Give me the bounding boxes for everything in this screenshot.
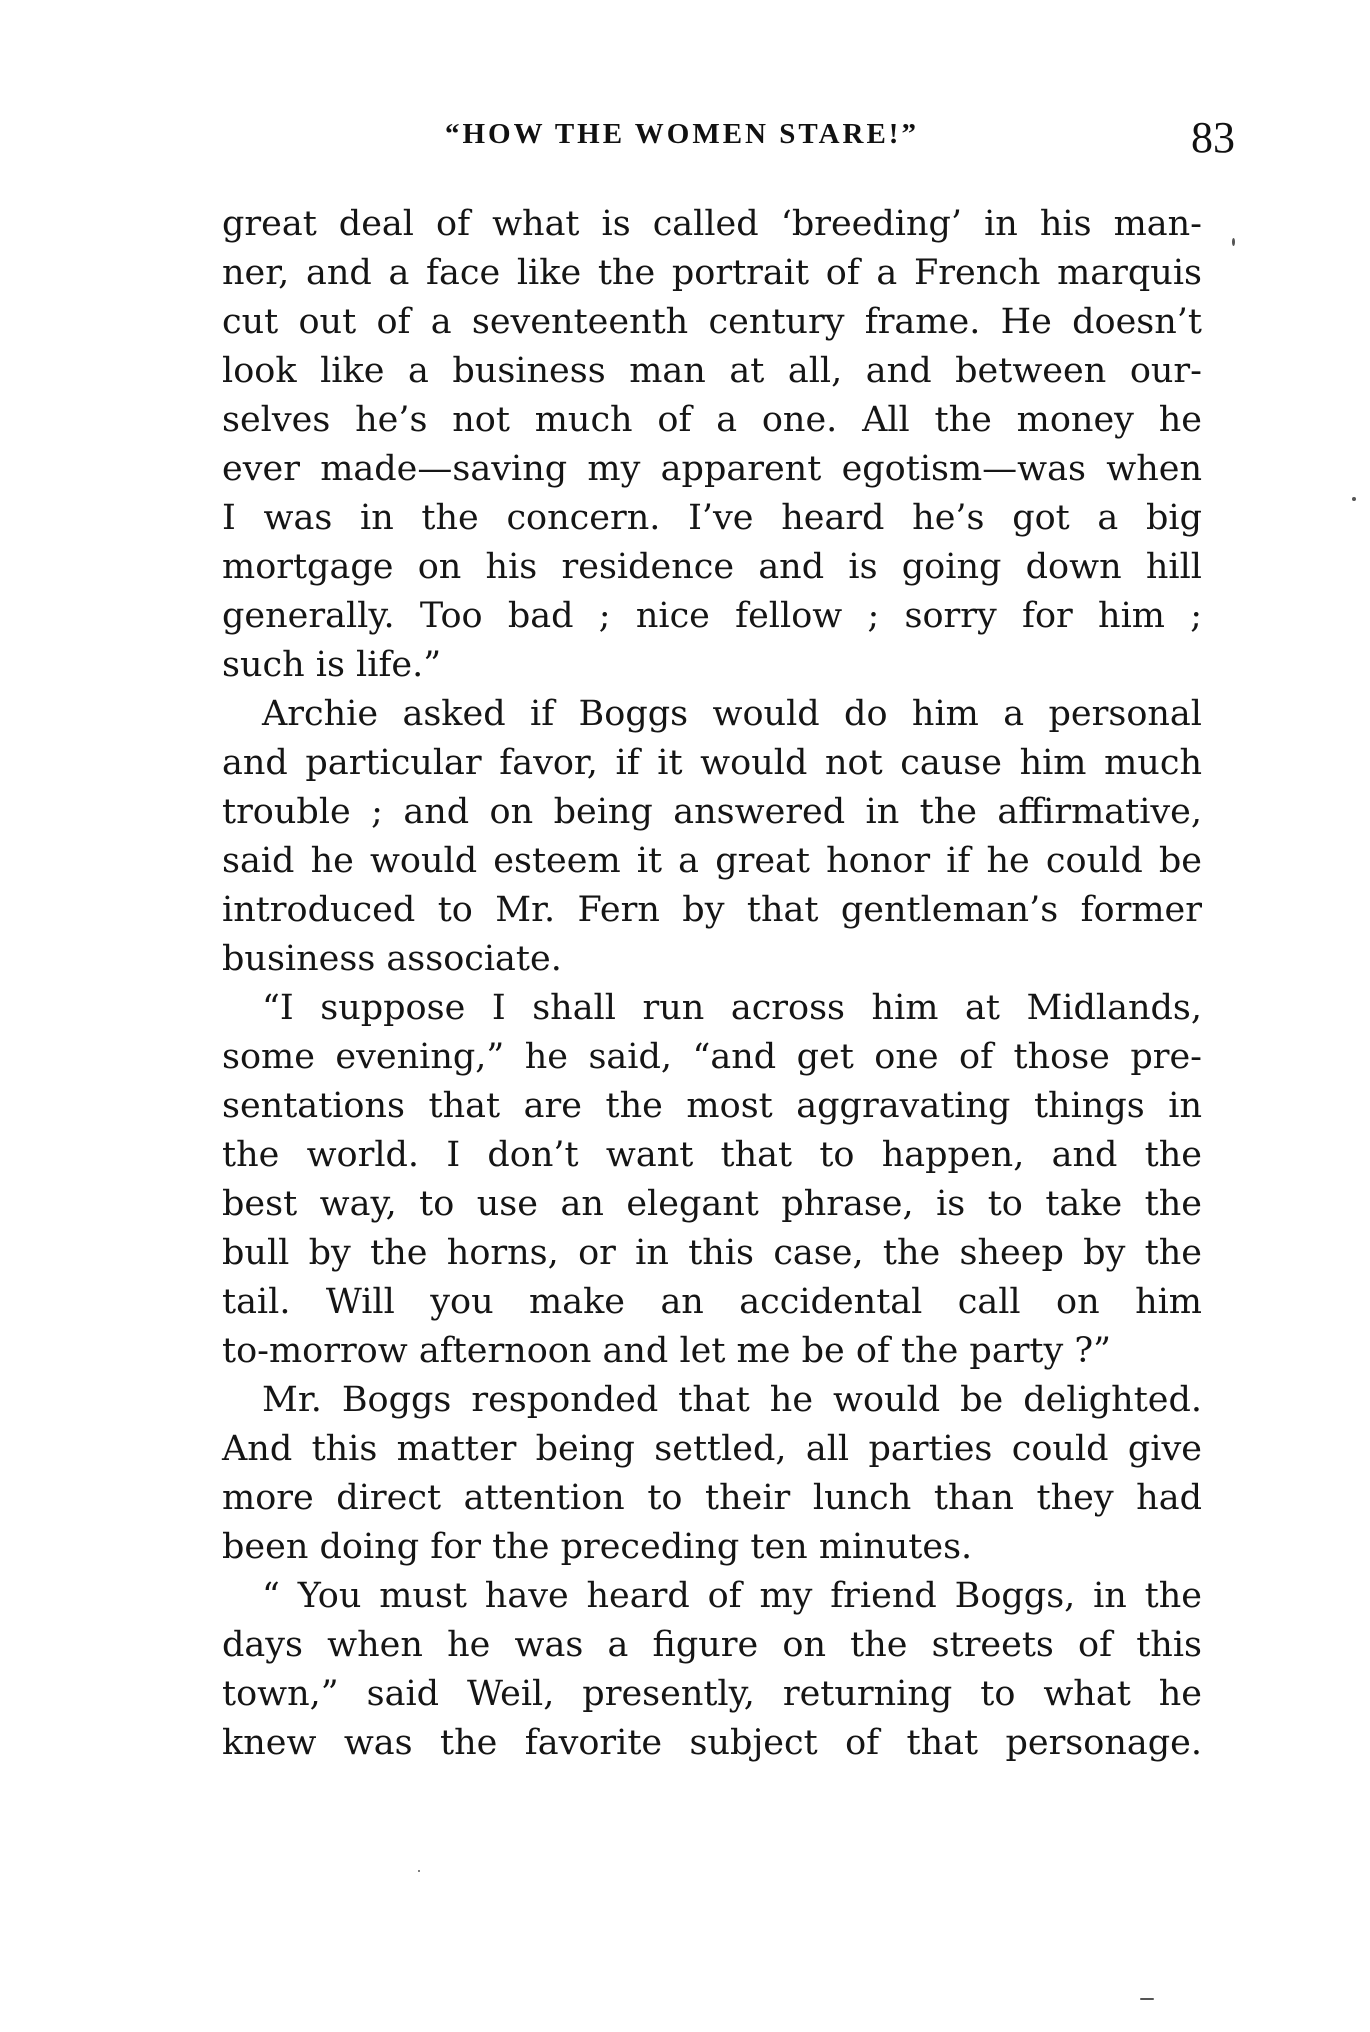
text-line: selves he’s not much of a one. All the money he	[222, 400, 1202, 440]
text-line: days when he was a figure on the streets of this	[222, 1625, 1202, 1665]
page-number: 83	[1191, 113, 1235, 162]
text-line: knew was the favorite subject of that personage.	[222, 1723, 1202, 1763]
text-line: I was in the concern. I’ve heard he’s got a big	[222, 498, 1202, 538]
text-line: And this matter being settled, all parties could give	[222, 1429, 1202, 1469]
running-head	[445, 112, 1235, 162]
text-line: tail. Will you make an accidental call on him	[222, 1282, 1202, 1322]
text-line: Mr. Boggs responded that he would be delighted.	[262, 1380, 1202, 1420]
text-line: said he would esteem it a great honor if he could be	[222, 841, 1202, 881]
text-line: “I suppose I shall run across him at Midlands,	[262, 988, 1202, 1028]
paper-speck	[1352, 497, 1356, 501]
text-line: best way, to use an elegant phrase, is to take the	[222, 1184, 1202, 1224]
text-line: such is life.”	[222, 645, 442, 685]
text-line: introduced to Mr. Fern by that gentleman’s former	[222, 890, 1202, 930]
text-line: some evening,” he said, “and get one of those pre-	[222, 1037, 1202, 1077]
text-line: sentations that are the most aggravating things in	[222, 1086, 1202, 1126]
text-line: and particular favor, if it would not cause him much	[222, 743, 1202, 783]
text-line: been doing for the preceding ten minutes.	[222, 1527, 973, 1567]
text-line: generally. Too bad ; nice fellow ; sorry for him ;	[222, 596, 1202, 636]
paper-speck	[418, 1870, 420, 1872]
text-line: cut out of a seventeenth century frame. He doesn’t	[222, 302, 1202, 342]
text-line: business associate.	[222, 939, 562, 979]
text-line: bull by the horns, or in this case, the sheep by the	[222, 1233, 1202, 1273]
text-line: ever made—saving my apparent egotism—was when	[222, 449, 1202, 489]
text-line: look like a business man at all, and between our-	[222, 351, 1202, 391]
running-title: “HOW THE WOMEN STARE!”	[445, 118, 919, 150]
text-line: to-morrow afternoon and let me be of the party ?”	[222, 1331, 1112, 1371]
text-line: Archie asked if Boggs would do him a personal	[262, 694, 1202, 734]
paper-speck	[1140, 1998, 1154, 2000]
text-line: mortgage on his residence and is going down hill	[222, 547, 1202, 587]
text-line: town,” said Weil, presently, returning to what he	[222, 1674, 1202, 1714]
text-line: more direct attention to their lunch than they had	[222, 1478, 1202, 1518]
paper-speck	[1232, 238, 1235, 246]
text-line: “ You must have heard of my friend Boggs, in the	[262, 1576, 1202, 1616]
text-line: ner, and a face like the portrait of a French marquis	[222, 253, 1202, 293]
text-line: great deal of what is called ‘breeding’ in his man-	[222, 204, 1202, 244]
text-line: trouble ; and on being answered in the affirmative,	[222, 792, 1202, 832]
body-text	[222, 200, 1202, 1768]
text-line: the world. I don’t want that to happen, and the	[222, 1135, 1202, 1175]
